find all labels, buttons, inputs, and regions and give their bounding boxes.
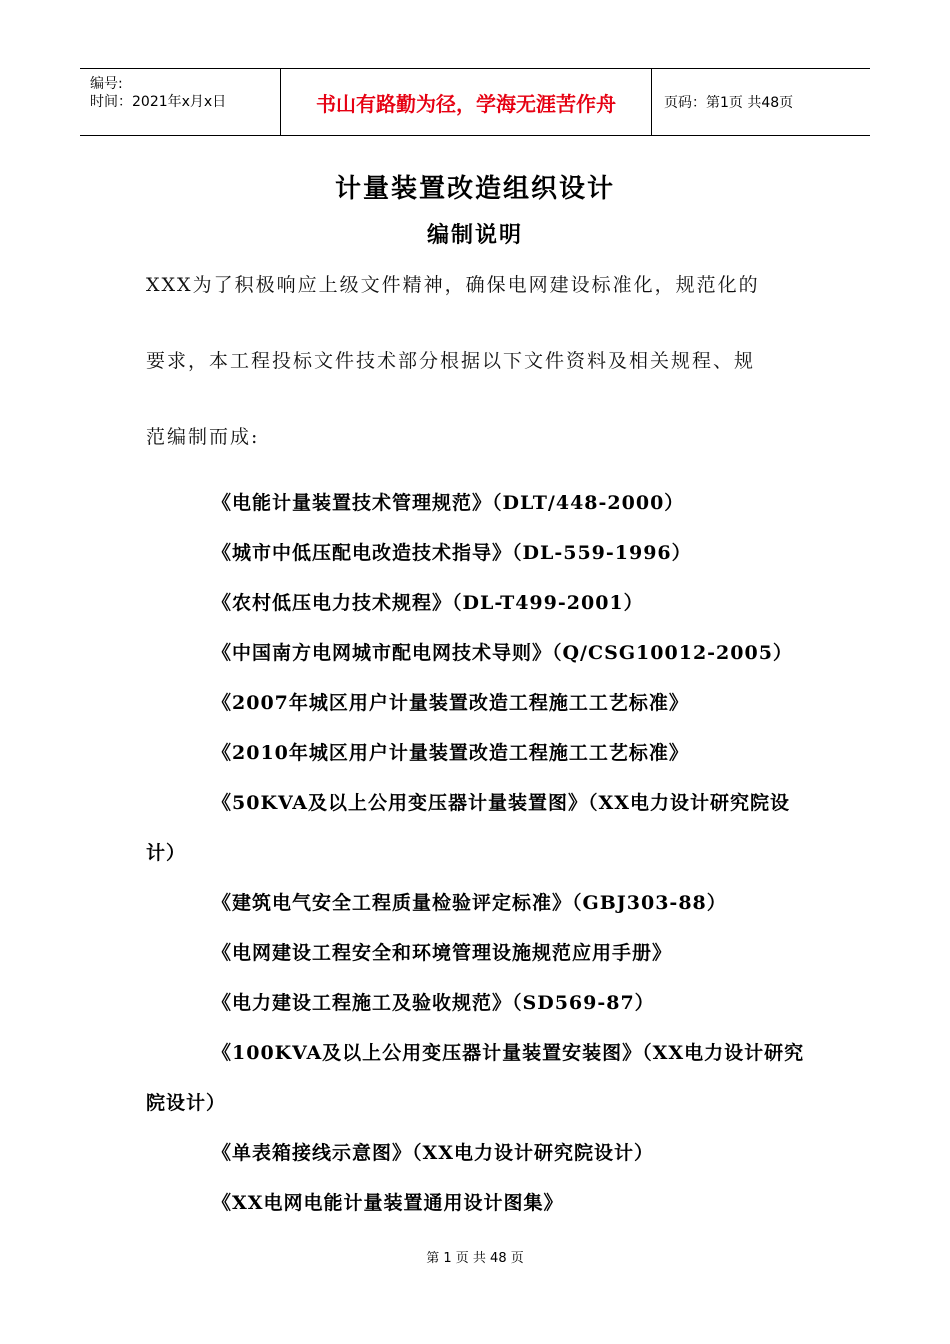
reference-item: 《单表箱接线示意图》（XX电力设计研究院设计） — [212, 1142, 654, 1164]
intro-line-3: 范编制而成: — [146, 426, 260, 448]
header-page-info: 页码：第1页 共48页 — [664, 95, 794, 111]
intro-line-2: 要求，本工程投标文件技术部分根据以下文件资料及相关规程、规 — [146, 350, 756, 372]
reference-item: 《农村低压电力技术规程》（DL-T499-2001） — [212, 592, 644, 614]
document-title: 计量装置改造组织设计 — [334, 174, 615, 204]
reference-list — [146, 478, 810, 1228]
time-label: 时间：2021年x月x日 — [90, 94, 227, 110]
reference-item: 《电能计量装置技术管理规范》（DLT/448-2000） — [212, 492, 685, 514]
document-header — [80, 68, 870, 136]
page-footer: 第 1 页 共 48 页 — [426, 1251, 524, 1266]
reference-item: 《2007年城区用户计量装置改造工程施工工艺标准》 — [212, 692, 689, 714]
reference-item: 《50KVA及以上公用变压器计量装置图》（XX电力设计研究院设计） — [146, 792, 790, 864]
reference-item: 《电力建设工程施工及验收规范》（SD569-87） — [212, 992, 655, 1014]
reference-item: 《100KVA及以上公用变压器计量装置安装图》（XX电力设计研究院设计） — [146, 1042, 805, 1114]
intro-line-1: XXX为了积极响应上级文件精神，确保电网建设标准化，规范化的 — [146, 274, 760, 296]
header-motto: 书山有路勤为径，学海无涯苦作舟 — [280, 69, 652, 135]
number-label: 编号: — [90, 76, 123, 92]
reference-item: 《城市中低压配电改造技术指导》（DL-559-1996） — [212, 542, 692, 564]
reference-item: 《建筑电气安全工程质量检验评定标准》（GBJ303-88） — [212, 892, 727, 914]
reference-item: 《中国南方电网城市配电网技术导则》（Q/CSG10012-2005） — [212, 642, 793, 664]
reference-item: 《2010年城区用户计量装置改造工程施工工艺标准》 — [212, 742, 689, 764]
reference-item: 《XX电网电能计量装置通用设计图集》 — [212, 1192, 564, 1214]
document-subtitle: 编制说明 — [426, 222, 523, 248]
reference-item: 《电网建设工程安全和环境管理设施规范应用手册》 — [212, 942, 673, 964]
header-meta — [80, 69, 280, 135]
